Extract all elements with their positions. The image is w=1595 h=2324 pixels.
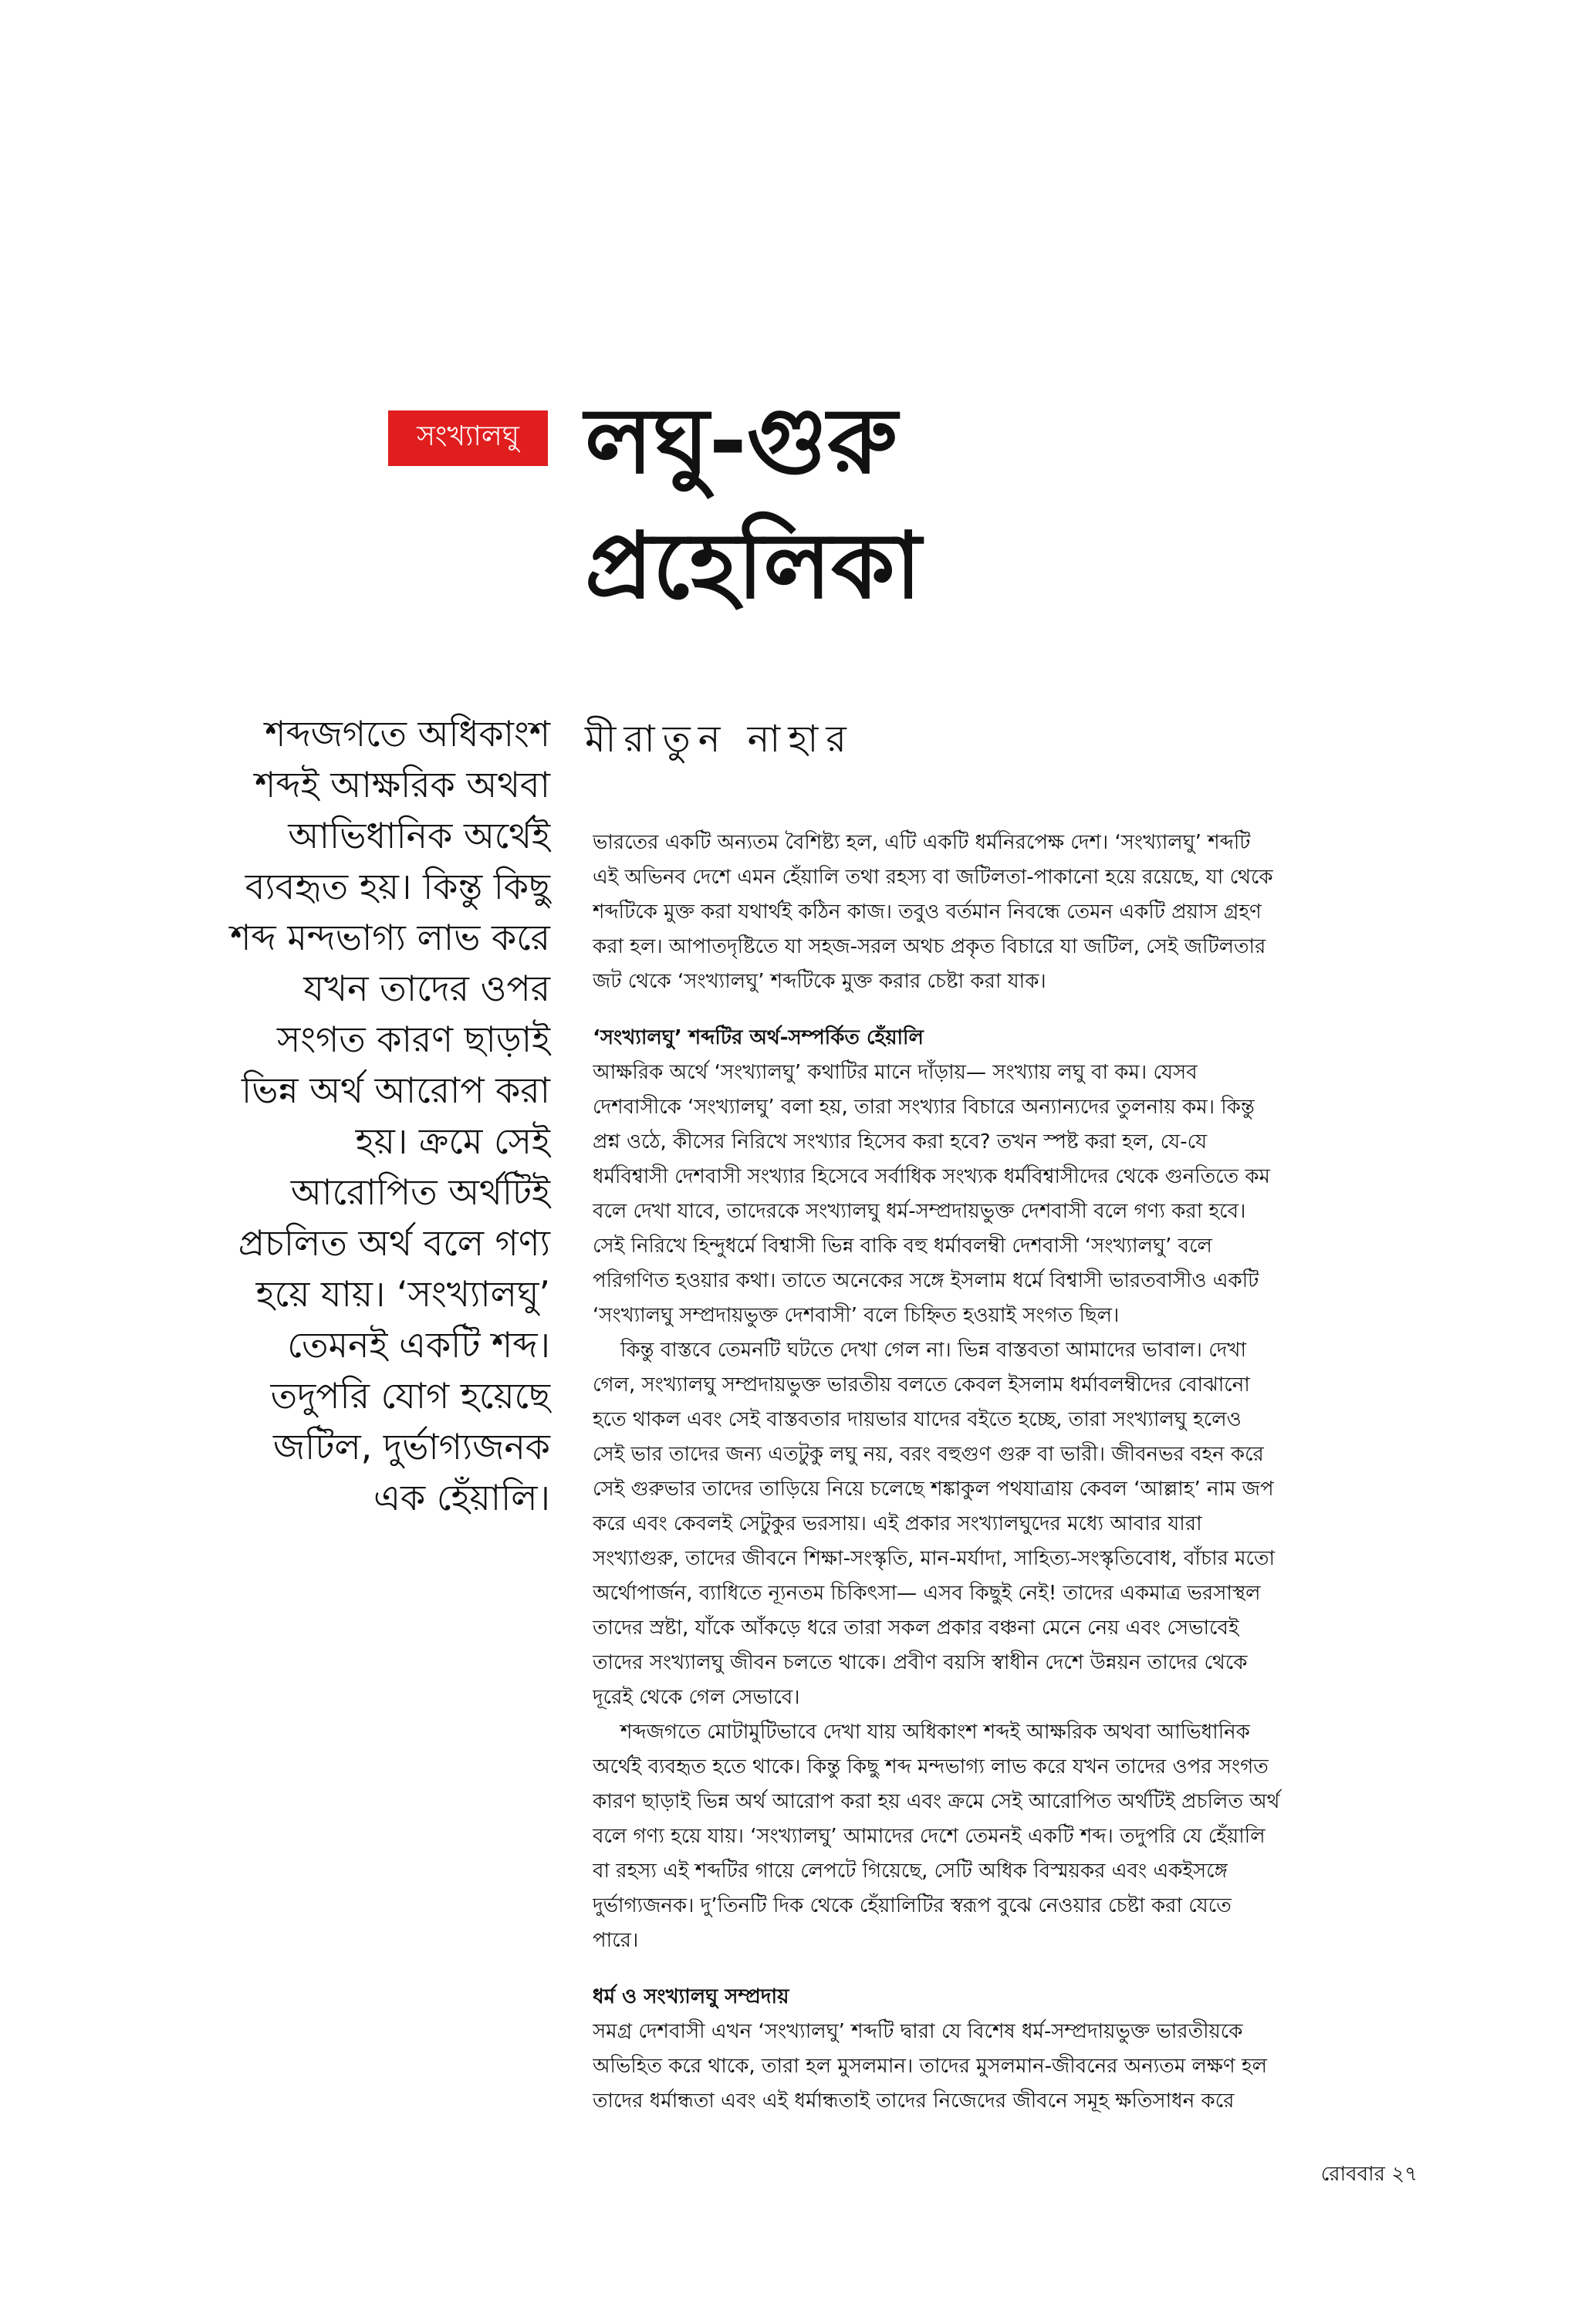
body-line: সেই নিরিখে হিন্দুধর্মে বিশ্বাসী ভিন্ন বাকি বহু ধর্মাবলম্বী দেশবাসী ‘সংখ্যালঘু’ বলে [593, 1235, 1212, 1258]
pull-quote-line: জটিল, দুর্ভাগ্যজনক [273, 1426, 550, 1468]
body-line: তাদের স্রষ্টা, যাঁকে আঁকড়ে ধরে তারা সকল প্রকার বঞ্চনা মেনে নেয় এবং সেভাবেই [593, 1616, 1239, 1640]
pull-quote-line: হয়ে যায়। ‘সংখ্যালঘু’ [255, 1273, 550, 1315]
body-line: আক্ষরিক অর্থে ‘সংখ্যালঘু’ কথাটির মানে দাঁড়ায়— সংখ্যায় লঘু বা কম। যেসব [593, 1061, 1198, 1084]
body-line: সেই ভার তাদের জন্য এতটুকু লঘু নয়, বরং বহুগুণ গুরু বা ভারী। জীবনভর বহন করে [593, 1443, 1264, 1466]
pull-quote-line: ভিন্ন অর্থ আরোপ করা [241, 1069, 550, 1111]
author-byline: মীরাতুন নাহার [585, 718, 854, 761]
body-line: হতে থাকল এবং সেই বাস্তবতার দায়ভার যাদের বইতে হচ্ছে, তারা সংখ্যালঘু হলেও [593, 1408, 1242, 1431]
pull-quote-line: আভিধানিক অর্থেই [288, 815, 550, 856]
body-line: জট থেকে ‘সংখ্যালঘু’ শব্দটিকে মুক্ত করার চেষ্টা করা যাক। [593, 970, 1046, 993]
body-line: বলে দেখা যাবে, তাদেরকে সংখ্যালঘু ধর্ম-সম্প্রদায়ভুক্ত দেশবাসী বলে গণ্য করা হবে। [593, 1200, 1246, 1223]
body-line: ‘সংখ্যালঘু সম্প্রদায়ভুক্ত দেশবাসী’ বলে চিহ্নিত হওয়াই সংগত ছিল। [593, 1304, 1120, 1327]
article-body [593, 826, 1428, 2119]
body-line: বা রহস্য এই শব্দটির গায়ে লেপটে গিয়েছে, সেটি অধিক বিস্ময়কর এবং একইসঙ্গে [593, 1860, 1228, 1883]
pull-quote-line: প্রচলিত অর্থ বলে গণ্য [238, 1222, 550, 1264]
body-line: শব্দজগতে মোটামুটিভাবে দেখা যায় অধিকাংশ শব্দই আক্ষরিক অথবা আভিধানিক [620, 1721, 1250, 1744]
section-tag: সংখ্যালঘু [388, 410, 548, 466]
body-line: করে এবং কেবলই সেটুকুর ভরসায়। এই প্রকার সংখ্যালঘুদের মধ্যে আবার যারা [593, 1512, 1202, 1535]
body-line: কিন্তু বাস্তবে তেমনটি ঘটতে দেখা গেল না। ভিন্ন বাস্তবতা আমাদের ভাবাল। দেখা [620, 1339, 1247, 1362]
section-heading: ধর্ম ও সংখ্যালঘু সম্প্রদায় [593, 1985, 789, 2008]
body-line: গেল, সংখ্যালঘু সম্প্রদায়ভুক্ত ভারতীয় বলতে কেবল ইসলাম ধর্মাবলম্বীদের বোঝানো [593, 1373, 1250, 1397]
paragraph [593, 1056, 1428, 1333]
paragraph [593, 1715, 1428, 1958]
body-line: পারে। [593, 1929, 639, 1952]
pull-quote-line: সংগত কারণ ছাড়াই [276, 1018, 550, 1060]
pull-quote [184, 708, 550, 1523]
intro-paragraph [593, 826, 1428, 999]
paragraph [593, 2015, 1428, 2119]
body-line: করা হল। আপাতদৃষ্টিতে যা সহজ-সরল অথচ প্রকৃত বিচারে যা জটিল, সেই জটিলতার [593, 935, 1266, 958]
body-line: কারণ ছাড়াই ভিন্ন অর্থ আরোপ করা হয় এবং ক্রমে সেই আরোপিত অর্থটিই প্রচলিত অর্থ [593, 1790, 1280, 1813]
body-line: তাদের ধর্মান্ধতা এবং এই ধর্মান্ধতাই তাদের নিজেদের জীবনে সমূহ ক্ষতিসাধন করে [593, 2089, 1235, 2113]
pull-quote-line: তদুপরি যোগ হয়েছে [270, 1375, 550, 1417]
pull-quote-line: শব্দজগতে অধিকাংশ [265, 713, 550, 755]
pull-quote-line: ব্যবহৃত হয়। কিন্তু কিছু [245, 866, 550, 907]
body-line: অর্থোপার্জন, ব্যাধিতে ন্যূনতম চিকিৎসা— এসব কিছুই নেই! তাদের একমাত্র ভরসাস্থল [593, 1582, 1261, 1605]
paragraph [593, 1333, 1428, 1715]
body-line: ভারতের একটি অন্যতম বৈশিষ্ট্য হল, এটি একটি ধর্মনিরপেক্ষ দেশ। ‘সংখ্যালঘু’ শব্দটি [593, 831, 1251, 854]
body-line: ধর্মবিশ্বাসী দেশবাসী সংখ্যার হিসেবে সর্বাধিক সংখ্যক ধর্মবিশ্বাসীদের থেকে গুনতিতে কম [593, 1165, 1270, 1188]
pull-quote-line: হয়। ক্রমে সেই [355, 1120, 550, 1162]
title-line: লঘু-গুরু [585, 387, 897, 494]
article-title [585, 378, 1434, 628]
section-heading: ‘সংখ্যালঘু’ শব্দটির অর্থ-সম্পর্কিত হেঁয়ালি [593, 1026, 924, 1049]
pull-quote-line: আরোপিত অর্থটিই [290, 1171, 550, 1213]
body-line: এই অভিনব দেশে এমন হেঁয়ালি তথা রহস্য বা জটিলতা-পাকানো হয়ে রয়েছে, যা থেকে [593, 866, 1273, 889]
pull-quote-line: এক হেঁয়ালি। [373, 1477, 550, 1518]
pull-quote-line: তেমনই একটি শব্দ। [287, 1324, 550, 1366]
body-line: সেই গুরুভার তাদের তাড়িয়ে নিয়ে চলেছে শঙ্কাকুল পথযাত্রায় কেবল ‘আল্লাহ’ নাম জপ [593, 1478, 1274, 1501]
body-line: অভিহিত করে থাকে, তারা হল মুসলমান। তাদের মুসলমান-জীবনের অন্যতম লক্ষণ হল [593, 2055, 1267, 2078]
pull-quote-line: যখন তাদের ওপর [303, 968, 550, 1009]
body-line: দূরেই থেকে গেল সেভাবে। [593, 1686, 800, 1709]
body-line: দুর্ভাগ্যজনক। দু’তিনটি দিক থেকে হেঁয়ালিটির স্বরূপ বুঝে নেওয়ার চেষ্টা করা যেতে [593, 1894, 1232, 1917]
body-line: বলে গণ্য হয়ে যায়। ‘সংখ্যালঘু’ আমাদের দেশে তেমনই একটি শব্দ। তদুপরি যে হেঁয়ালি [593, 1825, 1266, 1848]
body-line: সংখ্যাগুরু, তাদের জীবনে শিক্ষা-সংস্কৃতি, মান-মর্যাদা, সাহিত্য-সংস্কৃতিবোধ, বাঁচার মতো [593, 1547, 1276, 1570]
pull-quote-line: শব্দই আক্ষরিক অথবা [255, 764, 550, 806]
body-line: পরিগণিত হওয়ার কথা। তাতে অনেকের সঙ্গে ইসলাম ধর্মে বিশ্বাসী ভারতবাসীও একটি [593, 1269, 1259, 1292]
title-line: প্রহেলিকা [585, 512, 921, 619]
body-line: শব্দটিকে মুক্ত করা যথার্থই কঠিন কাজ। তবুও বর্তমান নিবন্ধে তেমন একটি প্রয়াস গ্রহণ [593, 900, 1262, 924]
pull-quote-line: শব্দ মন্দভাগ্য লাভ করে [230, 917, 550, 958]
body-line: দেশবাসীকে ‘সংখ্যালঘু’ বলা হয়, তারা সংখ্যার বিচারে অন্যান্যদের তুলনায় কম। কিন্তু [593, 1096, 1255, 1119]
body-line: অর্থেই ব্যবহৃত হতে থাকে। কিন্তু কিছু শব্দ মন্দভাগ্য লাভ করে যখন তাদের ওপর সংগত [593, 1755, 1269, 1778]
page-folio: রোববার ২৭ [1320, 2163, 1418, 2186]
body-line: সমগ্র দেশবাসী এখন ‘সংখ্যালঘু’ শব্দটি দ্বারা যে বিশেষ ধর্ম-সম্প্রদায়ভুক্ত ভারতীয়কে [593, 2020, 1243, 2043]
body-line: তাদের সংখ্যালঘু জীবন চলতে থাকে। প্রবীণ বয়সি স্বাধীন দেশে উন্নয়ন তাদের থেকে [593, 1651, 1248, 1674]
body-line: প্রশ্ন ওঠে, কীসের নিরিখে সংখ্যার হিসেব করা হবে? তখন স্পষ্ট করা হল, যে-যে [593, 1130, 1208, 1154]
